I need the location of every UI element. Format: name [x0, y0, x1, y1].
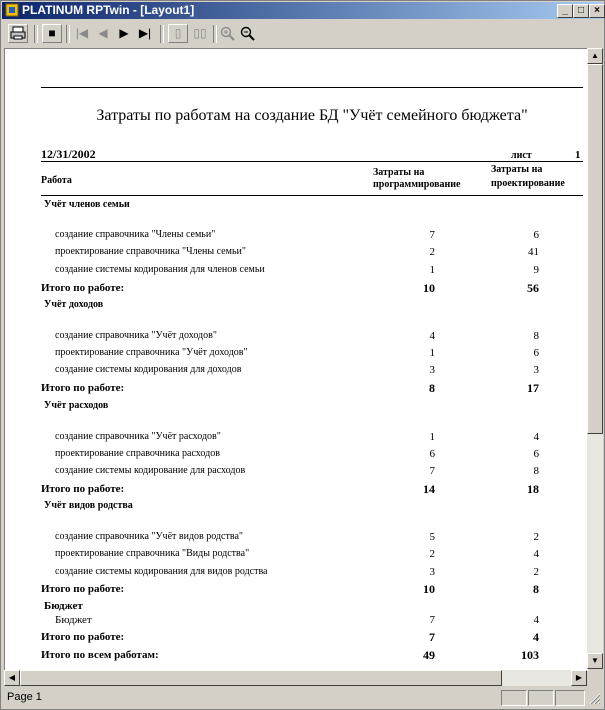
arrow-up-icon: ▲	[591, 51, 599, 60]
report-title: Затраты по работам на создание БД "Учёт семейного бюджета"	[96, 107, 528, 124]
item-design: 4	[533, 614, 539, 626]
col-header-prog-1: Затраты на	[373, 167, 425, 178]
item-prog: 5	[429, 531, 435, 543]
window-title: PLATINUM RPTwin - [Layout1]	[22, 3, 195, 17]
item-design: 41	[528, 246, 539, 258]
group-title: Учёт видов родства	[44, 500, 133, 511]
group-total-design: 18	[527, 482, 539, 496]
header-rule	[41, 161, 583, 162]
col-header-design-2: проектирование	[491, 178, 565, 189]
two-page-icon: ▯▯	[193, 26, 207, 40]
item-prog: 4	[429, 330, 435, 342]
item-name: проектирование справочника "Виды родства"	[55, 548, 250, 559]
scroll-right-button[interactable]	[571, 670, 587, 686]
item-name: создание системы кодирования для членов семьи	[55, 264, 265, 275]
first-page-button[interactable]	[72, 24, 92, 43]
toolbar	[2, 21, 603, 47]
two-page-button[interactable]	[190, 24, 210, 43]
columns-rule	[41, 195, 583, 196]
group-title: Учёт расходов	[44, 400, 109, 411]
item-prog: 2	[429, 246, 435, 258]
status-panel	[501, 690, 527, 706]
single-page-icon: ▯	[174, 26, 182, 40]
col-header-design-1: Затраты на	[491, 164, 543, 175]
status-panel	[555, 690, 585, 706]
item-design: 8	[533, 330, 539, 342]
item-prog: 1	[429, 347, 435, 359]
first-page-icon: |◀	[75, 26, 89, 40]
item-prog: 3	[429, 566, 435, 578]
page-indicator: Page 1	[7, 691, 42, 703]
group-total-prog: 14	[423, 482, 435, 496]
item-name: создание системы кодирование для расходов	[55, 465, 246, 476]
item-design: 6	[533, 448, 539, 460]
group-total-prog: 8	[429, 381, 435, 395]
item-design: 4	[533, 431, 539, 443]
report-date: 12/31/2002	[41, 147, 96, 161]
scroll-up-button[interactable]	[587, 48, 603, 64]
printer-icon	[10, 26, 26, 40]
item-prog: 7	[429, 465, 435, 477]
item-name: проектирование справочника "Учёт доходов"	[55, 347, 248, 358]
toolbar-separator	[160, 25, 164, 43]
scroll-left-button[interactable]	[4, 670, 20, 686]
status-panel	[528, 690, 554, 706]
group-total-prog: 7	[429, 630, 435, 644]
group-total-prog: 10	[423, 582, 435, 596]
group-title: Учёт доходов	[44, 299, 104, 310]
stop-button[interactable]	[42, 24, 62, 43]
group-total-design: 4	[533, 630, 539, 644]
vertical-scrollbar[interactable]	[587, 48, 603, 669]
last-page-button[interactable]	[135, 24, 155, 43]
item-name: создание системы кодирования для видов родства	[55, 566, 268, 577]
item-design: 3	[533, 364, 539, 376]
item-prog: 1	[429, 264, 435, 276]
item-design: 9	[533, 264, 539, 276]
group-total-design: 8	[533, 582, 539, 596]
item-name: создание справочника "Члены семьи"	[55, 229, 216, 240]
toolbar-separator	[213, 25, 217, 43]
sheet-label: лист	[511, 150, 532, 161]
item-name: создание системы кодирования для доходов	[55, 364, 242, 375]
scroll-down-button[interactable]	[587, 653, 603, 669]
item-design: 6	[533, 229, 539, 241]
zoom-out-button[interactable]	[238, 24, 258, 43]
title-bar[interactable]	[2, 2, 603, 19]
item-design: 2	[533, 566, 539, 578]
item-name: Бюджет	[55, 614, 92, 626]
group-total-design: 56	[527, 281, 539, 295]
group-title: Бюджет	[44, 600, 83, 612]
group-total-prog: 10	[423, 281, 435, 295]
item-name: создание справочника "Учёт доходов"	[55, 330, 217, 341]
item-design: 8	[533, 465, 539, 477]
item-prog: 2	[429, 548, 435, 560]
print-button[interactable]	[8, 24, 28, 43]
sheet-number: 1	[575, 149, 581, 161]
horizontal-scrollbar[interactable]	[4, 670, 587, 686]
grand-total-design: 103	[521, 648, 539, 662]
minimize-button[interactable]: _	[557, 4, 573, 18]
col-header-work: Работа	[41, 175, 72, 186]
maximize-button[interactable]: □	[573, 4, 589, 18]
next-page-button[interactable]	[114, 24, 134, 43]
status-bar	[2, 688, 603, 708]
prev-page-button[interactable]	[93, 24, 113, 43]
resize-grip-icon[interactable]	[588, 692, 601, 705]
item-name: проектирование справочника "Члены семьи"	[55, 246, 246, 257]
zoom-in-icon	[220, 26, 236, 42]
group-total-label: Итого по работе:	[41, 483, 125, 495]
single-page-button[interactable]	[168, 24, 188, 43]
toolbar-separator	[34, 25, 38, 43]
col-header-prog-2: программирование	[373, 179, 461, 190]
item-prog: 6	[429, 448, 435, 460]
grand-total-label: Итого по всем работам:	[41, 649, 159, 661]
item-prog: 3	[429, 364, 435, 376]
group-total-label: Итого по работе:	[41, 631, 125, 643]
top-rule	[41, 87, 583, 88]
zoom-in-button[interactable]	[218, 24, 238, 43]
prev-page-icon: ◀	[98, 26, 108, 40]
item-prog: 7	[429, 614, 435, 626]
group-total-label: Итого по работе:	[41, 583, 125, 595]
grand-total-prog: 49	[423, 648, 435, 662]
close-button[interactable]: ×	[589, 4, 605, 18]
item-design: 4	[533, 548, 539, 560]
vertical-scroll-thumb[interactable]	[587, 64, 603, 434]
zoom-out-icon	[240, 26, 256, 42]
item-design: 2	[533, 531, 539, 543]
item-prog: 1	[429, 431, 435, 443]
group-total-label: Итого по работе:	[41, 382, 125, 394]
item-name: создание справочника "Учёт видов родства"	[55, 531, 243, 542]
toolbar-separator	[66, 25, 70, 43]
item-prog: 7	[429, 229, 435, 241]
group-total-label: Итого по работе:	[41, 282, 125, 294]
arrow-left-icon: ◀	[8, 673, 16, 682]
horizontal-scroll-thumb[interactable]	[20, 670, 502, 686]
item-name: создание справочника "Учёт расходов"	[55, 431, 221, 442]
item-name: проектирование справочника расходов	[55, 448, 220, 459]
group-title: Учёт членов семьи	[44, 199, 130, 210]
stop-icon: ■	[48, 26, 56, 40]
app-icon	[5, 3, 19, 17]
arrow-right-icon: ▶	[575, 673, 583, 682]
report-page	[4, 48, 588, 671]
last-page-icon: ▶|	[138, 26, 152, 40]
next-page-icon: ▶	[119, 26, 129, 40]
group-total-design: 17	[527, 381, 539, 395]
arrow-down-icon: ▼	[591, 656, 599, 665]
item-design: 6	[533, 347, 539, 359]
